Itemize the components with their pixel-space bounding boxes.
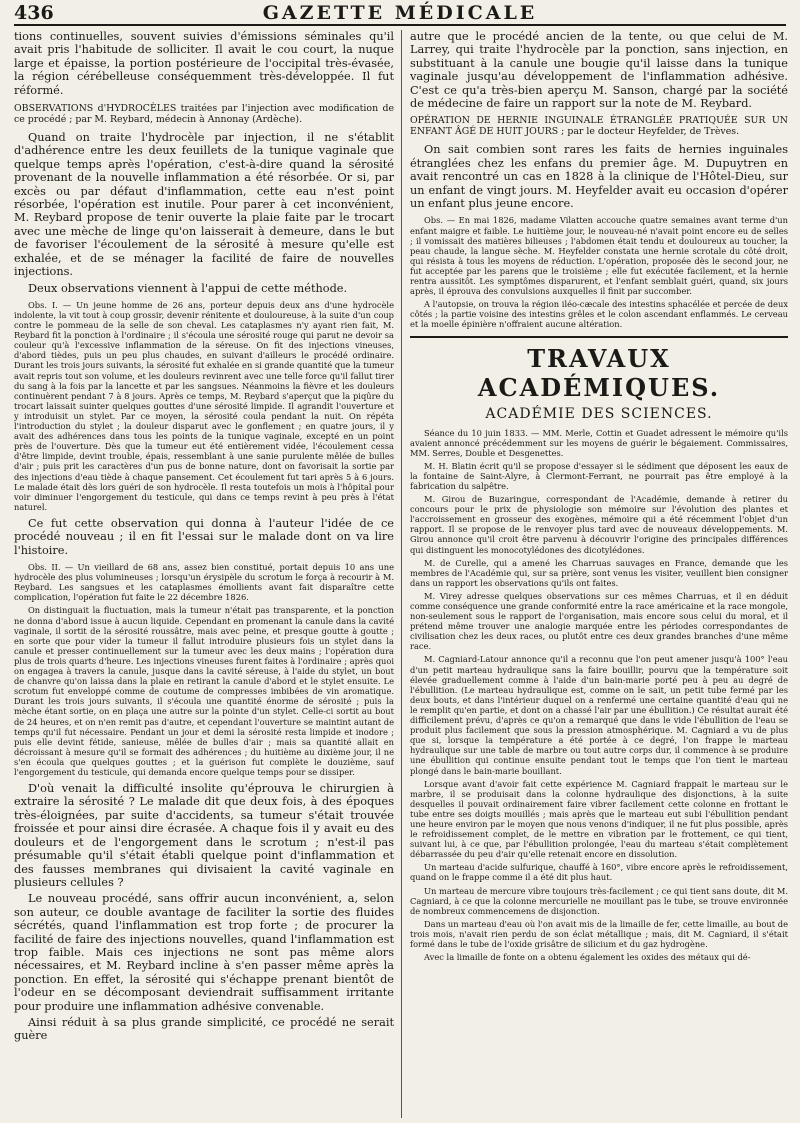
session-text: M. Girou de Buzaringue, correspondant de l'Académie, demande à retirer du concours pour le prix de physiologie son mémoire sur l'évolution des plantes et l'accroissement en grosseur des exogènes, mémoire qui a été récemment l'objet d'un rapport. Il se propose de le renvoyer plus tard avec de nouveaux développements. M. Girou annonce qu'il croit être parvenu à découvrir l'origine des principales différences qui distinguent les monocotylédones des dicotylédones. — [410, 494, 788, 555]
paragraph: Ainsi réduit à sa plus grande simplicité, ce procédé ne serait guère — [14, 1015, 394, 1043]
paragraph: D'où venait la difficulté insolite qu'éprouva le chirurgien à extraire la sérosité ? Le malade dit que deux fois, à des époques très-éloignées, par suite d'accidents, sa tumeur s'était trouvée froissée et pour ainsi dire écrasée. A chaque fois il y avait eu des douleurs et de l'engorgement dans le scrotum ; n'est-il pas présumable qu'il s'était établi quelque point d'inflammation et des fausses membranes qui divisaient la cavité vaginale en plusieurs cellules ? — [14, 782, 394, 889]
paragraph: Deux observations viennent à l'appui de cette méthode. — [28, 281, 348, 295]
session-text: Séance du 10 juin 1833. — MM. Merle, Cottin et Guadet adressent le mémoire qu'ils avaient annoncé précédemment sur les moyens de guérir le bégaiement. Commissaires, MM. Serres, Double et Desgenettes. — [410, 427, 788, 458]
session-text: Un marteau de mercure vibre toujours très-facilement ; ce qui tient sans doute, dit M. Cagniard, à ce que la colonne mercurielle ne mouillant pas le tube, se trouve environnée de nombreux commencemens de disjonction. — [410, 885, 788, 916]
session-text: M. H. Blatin écrit qu'il se propose d'essayer si le sédiment que déposent les eaux de la fontaine de Saint-Alyre, à Clermont-Ferrant, ne pourrait pas être employé à la fabrication du salpêtre. — [410, 460, 788, 491]
session-text: M. Virey adresse quelques observations sur ces mêmes Charruas, et il en déduit comme conséquence une grande conformité entre la race américaine et la race mongole, non-seulement sous le rapport de l'organisation, mais encore sous celui du moral, et il prétend même trouver une analogie marquée entre les périodes correspondantes de civilisation chez les deux races, ou plutôt entre ces deux grandes branches d'une même race. — [410, 590, 788, 652]
session-text: M. de Curelle, qui a amené les Charruas sauvages en France, demande que les membres de l'Académie qui, sur sa prière, sont venus les visiter, veuillent bien consigner dans un rapport les observations qu'ils ont faites. — [410, 557, 788, 588]
observation-text: A l'autopsie, on trouva la région iléo-cæcale des intestins sphacélée et percée de deux côtés ; la partie voisine des intestins grêles et le colon ascendant enflammés. Le cerveau et la moelle épinière n'offraient aucune altération. — [410, 299, 788, 330]
observation-text: Obs. I. — Un jeune homme de 26 ans, porteur depuis deux ans d'une hydrocèle indolente, la vit tout à coup grossir, devenir rénitente et douloureuse, à la suite d'un coup contre le pommeau de la selle de son cheval. Les cataplasmes n'y ayant rien fait, M. Reybard fit la ponction à l'ordinaire ; il s'écoula une sérosité rouge qui parut ne devoir sa couleur qu'à l'excessive inflammation de la séreuse. On fit des injections vineuses, d'abord tièdes, puis un peu plus chaudes, en suivant d'ailleurs le procédé ordinaire. Durant les trois jours suivants, la sérosité fut exhalée en si grande quantité que la tumeur avait repris tout son volume, et les douleurs revinrent avec une telle force qu'il fallut tirer du sang à la fois par la lancette et par les sangsues. Néanmoins la fièvre et les douleurs continuèrent pendant 7 à 8 jours. Après ce temps, M. Reybard s'aperçut que la piqûre du trocart laissait suinter quelques gouttes d'une sérosité limpide. Il agrandit l'ouverture et y introduisit un stylet. Par ce moyen, la sérosité coula pendant la nuit. On répéta l'introduction du stylet ; la douleur disparut avec le gonflement ; en quatre jours, il y avait des adhérences dans tous les points de la tunique vaginale, excepté en un point près de l'ouverture. Dès que la tumeur eut été entièrement vidée, l'écoulement cessa d'être limpide, devint trouble, épais, ressemblant à une sanie purulente mêlée de bulles d'air ; puis prit les caractères d'un pus de bonne nature, dont on favorisait la sortie par des injections d'eau tiède à chaque pansement. Cet écoulement fut tari après 5 à 6 jours. Le malade était dès lors guéri de son hydrocèle. Il resta toutefois un mois à l'hôpital pour voir diminuer l'engorgement du testicule, qui dans ce temps revint à peu près à l'état naturel. — [14, 299, 394, 512]
session-text: M. Cagniard-Latour annonce qu'il a reconnu que l'on peut amener jusqu'à 100° l'eau d'un petit marteau hydraulique sans la faire bouillir, pourvu que la température soit élevée graduellement comme à l'aide d'un bain-marie porté peu à peu au degré de l'ébullition. (Le marteau hydraulique est, comme on le sait, un petit tube fermé par les deux bouts, et dans l'intérieur duquel on a renfermé une certaine quantité d'eau qui ne le remplit qu'en partie, et dont on a chassé l'air par une ébullition.) Ce résultat aurait été difficilement prévu, d'après ce qu'on a remarqué que dans le vide l'ébullition de l'eau se produit plus facilement que sous la pression atmosphérique. M. Cagniard a vu de plus que si, lorsque la température a été portée à ce degré, l'on frappe le marteau hydraulique sur une table de marbre ou tout autre corps dur, il commence à se produire une ébullition qui continue ensuite pendant tout le temps que l'on tient le marteau plongé dans le bain-marie bouillant. — [410, 654, 788, 776]
paragraph: tions continuelles, souvent suivies d'émissions séminales qu'il avait pris l'habitude de solliciter. Il avait le cou court, la nuque large et épaisse, la portion postérieure de l'occipital très-évasée, la région cérébelleuse conséquemment très-développée. Il fut réformé. — [14, 30, 394, 97]
column-divider — [401, 30, 402, 1118]
paragraph: Ce fut cette observation qui donna à l'auteur l'idée de ce procédé nouveau ; il en fit l'essai sur le malade dont on va lire l'histoire. — [14, 516, 394, 557]
masthead-title: GAZETTE MÉDICALE — [262, 2, 538, 24]
paragraph: Quand on traite l'hydrocèle par injection, il ne s'établit d'adhérence entre les deux feuillets de la tunique vaginale que quelque temps après l'opération, c'est-à-dire quand la sérosité provenant de la nouvelle inflammation a été résorbée. Or si, par excès ou par défaut d'inflammation, cette eau n'est point résorbée, l'opération est inutile. Pour parer à cet inconvénient, M. Reybard propose de tenir ouverte la plaie faite par le trocart avec une mèche de linge qu'on laisserait à demeure, dans le but de favoriser l'écoulement de la sérosité à mesure qu'elle est exhalée, et de se ménager la facilité de faire de nouvelles injections. — [14, 131, 394, 279]
left-column — [14, 30, 394, 1118]
paragraph: autre que le procédé ancien de la tente, ou que celui de M. Larrey, qui traite l'hydrocèle par la ponction, sans injection, en substituant à la canule une bougie qu'il laisse dans la tunique vaginale jusqu'au développement de l'inflammation adhésive. C'est ce qu'a très-bien aperçu M. Sanson, chargé par la société de médecine de faire un rapport sur la note de M. Reybard. — [410, 30, 788, 111]
page-number: 436 — [14, 2, 54, 24]
observation-text: Obs. — En mai 1826, madame Vilatten accouche quatre semaines avant terme d'un enfant maigre et faible. Le huitième jour, le nouveau-né n'avait point encore eu de selles ; il vomissait des matières bilieuses ; l'abdomen était tendu et douloureux au toucher, la peau chaude, la langue sèche. M. Heyfelder constata une hernie scrotale du côté droit, qui résista à tous les moyens de réduction. L'opération, proposée dès le second jour, ne fut acceptée par les parens que le troisième ; elle fut exécutée facilement, et la hernie rentra aussitôt. Les symptômes disparurent, et l'enfant semblait guéri, quand, six jours après, il éprouva des convulsions auxquelles il finit par succomber. — [410, 215, 788, 297]
subsection-title: ACADÉMIE DES SCIENCES. — [485, 405, 713, 422]
article-heading: OBSERVATIONS d'HYDROCÈLES traitées par l'injection avec modification de ce procédé ; par M. Reybard, médecin à Annonay (Ardèche). — [14, 103, 394, 126]
right-column — [410, 30, 788, 1118]
session-text: Lorsque avant d'avoir fait cette expérience M. Cagniard frappait le marteau sur le marbre, il se produisait dans la colonne hydraulique des disjonctions, à la suite desquelles il pouvait ordinairement faire vibrer facilement cette colonne en frottant le tube entre ses doigts mouillés ; mais après que le marteau eut subi l'ébullition pendant une heure environ par le moyen que nous venons d'indiquer, il ne fut plus possible, après le refroidissement complet, de le mettre en vibration par le frottement, ce qui tient, suivant lui, à ce que, par l'ébullition prolongée, l'eau du marteau s'était complètement débarrassée du peu d'air qu'elle retenait encore en dissolution. — [410, 778, 788, 860]
article-heading: OPÉRATION DE HERNIE INGUINALE ÉTRANGLÉE PRATIQUÉE SUR UN ENFANT ÂGÉ DE HUIT JOURS ; par le docteur Heyfelder, de Trèves. — [410, 115, 788, 138]
session-text: Avec la limaille de fonte on a obtenu également les oxides des métaux qui dé- — [424, 952, 751, 963]
session-text: Dans un marteau d'eau où l'on avait mis de la limaille de fer, cette limaille, au bout de trois mois, n'avait rien perdu de son éclat métallique ; mais, dit M. Cagniard, il s'était formé dans le tube de l'oxide grisâtre de silicium et du gaz hydrogène. — [410, 918, 788, 949]
observation-text: On distinguait la fluctuation, mais la tumeur n'était pas transparente, et la ponction ne donna d'abord issue à aucun liquide. Cependant en promenant la canule dans la cavité vaginale, il sortit de la sérosité roussâtre, mais avec peine, et presque goutte à goutte ; en sorte que pour vider la tumeur il fallut introduire plusieurs fois un stylet dans la canule et presser continuellement sur la tumeur avec les deux mains ; l'opération dura plus de trois quarts d'heure. Les injections vineuses furent faites à l'ordinaire ; après quoi on engagea à travers la canule, jusque dans la cavité séreuse, à l'aide du stylet, un bout de chanvre qu'on laissa dans la plaie en retirant la canule d'abord et le stylet ensuite. Le scrotum fut enveloppé comme de coutume de compresses imbibées de vin aromatique. Durant les trois jours suivants, il s'écoula une quantité énorme de sérosité ; puis la mèche étant sortie, on en plaça une autre sur la pointe d'un stylet. Celle-ci sortit au bout de 24 heures, et on n'en remit pas d'autre, et cependant l'ouverture se maintint autant de temps qu'il fut nécessaire. Pendant un jour et demi la sérosité resta limpide et inodore ; puis elle devint fétide, sanieuse, mêlée de bulles d'air ; mais sa quantité allait en décroissant à mesure qu'il se formait des adhérences ; du huitième au dixième jour, il ne s'en écoula que quelques gouttes ; et la guérison fut complète le douzième, sauf l'engorgement du testicule, qui demanda encore quelque temps pour se dissiper. — [14, 605, 394, 777]
section-title: TRAVAUX ACADÉMIQUES. — [477, 343, 721, 402]
page-header — [14, 2, 786, 26]
paragraph: On sait combien sont rares les faits de hernies inguinales étranglées chez les enfans du premier âge. M. Dupuytren en avait rencontré un cas en 1828 à la clinique de l'Hôtel-Dieu, sur un enfant de vingt jours. M. Heyfelder avait eu occasion d'opérer un enfant plus jeune encore. — [410, 143, 788, 211]
observation-text: Obs. II. — Un vieillard de 68 ans, assez bien constitué, portait depuis 10 ans une hydrocèle des plus volumineuses ; lorsqu'un érysipèle du scrotum le força à recourir à M. Reybard. Les sangsues et les cataplasmes émollients avant fait disparaître cette complication, l'opération fut faite le 22 décembre 1826. — [14, 562, 394, 603]
section-divider — [410, 336, 788, 338]
session-text: Un marteau d'acide sulfurique, chauffé à 160°, vibre encore après le refroidissement, quand on le frappe comme il a été dit plus haut. — [410, 862, 788, 883]
paragraph: Le nouveau procédé, sans offrir aucun inconvénient, a, selon son auteur, ce double avantage de faciliter la sortie des fluides sécrétés, quand l'inflammation est trop forte ; de procurer la facilité de faire des injections nouvelles, quand l'inflammation est trop faible. Mais ces injections ne sont pas même alors nécessaires, et M. Reybard incline à s'en passer même après la ponction. En effet, la sérosité qui s'échappe prenant bientôt de l'odeur en se décomposant deviendrait suffisamment irritante pour produire une inflammation adhésive convenable. — [14, 892, 394, 1013]
